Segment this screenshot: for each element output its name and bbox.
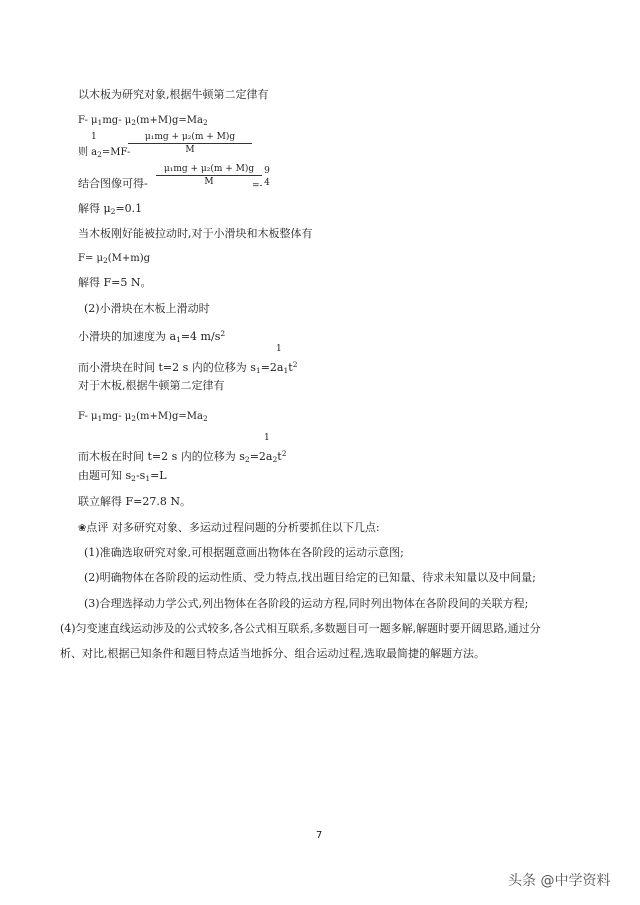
text-line: 由题可知 $s_2-s_1=L$ <box>78 469 167 483</box>
comment-heading: ❀点评 对多研究对象、多运动过程问题的分析要抓住以下几点: <box>78 521 380 534</box>
text-line: (1)准确选取研究对象,可根据题意画出物体在各阶段的运动示意图; <box>84 546 404 559</box>
text-line: 解得 $\mu_2=0.1$ <box>78 202 143 216</box>
text-line: 而木板在时间 t=2 s 内的位移为 $s_2=2a_2t^2$ <box>78 449 287 464</box>
text-line: 联立解得 F=27.8 N。 <box>78 495 191 508</box>
text-line: 小滑块的加速度为 $a_1=4$ $m/s^2$ <box>78 329 226 344</box>
text-line: (2)明确物体在各阶段的运动性质、受力特点,找出题目给定的已知量、待求未知量以及中间量; <box>84 571 536 584</box>
fraction-one: 1 <box>91 132 97 142</box>
fraction-one: 1 <box>264 433 270 443</box>
page-number: 7 <box>316 830 323 841</box>
text-line: 解得 F=5 N。 <box>78 276 152 289</box>
text-line: (4)匀变速直线运动涉及的公式较多,各公式相互联系,多数题目可一题多解,解题时要开阔思路,通过分 <box>60 622 541 635</box>
fraction-one: 1 <box>276 344 282 354</box>
text-line: 析、对比,根据已知条件和题目特点适当地拆分、组合运动过程,选取最简捷的解题方法。 <box>60 647 485 660</box>
text-line: 当木板刚好能被拉动时,对于小滑块和木板整体有 <box>78 227 313 240</box>
fraction: μ₁mg + μ₂(m + M)g M <box>128 131 252 156</box>
equation-line: F- $\mu_1mg-$ $\mu_2(m+M)g=Ma_2$ <box>78 411 208 423</box>
text-line: 对于木板,根据牛顿第二定律有 <box>78 379 225 392</box>
equation-line: 结合图像可得- <box>78 177 148 190</box>
equation-line: $F= \mu_2(M+m)g$ <box>78 253 151 265</box>
equation-line: 则 $a_2=MF-$ <box>78 147 131 159</box>
watermark: 头条 @中学资料 <box>508 873 611 889</box>
text-line: 以木板为研究对象,根据牛顿第二定律有 <box>78 88 269 101</box>
text-line: (3)合理选择动力学公式,列出物体在各阶段的运动方程,同时列出物体在各阶段间的关联方程; <box>84 597 529 610</box>
fraction: 9 4 <box>264 166 270 188</box>
text-line: 而小滑块在时间 t=2 s 内的位移为 $s_1=2a_1t^2$ <box>78 360 298 375</box>
text-line: (2)小滑块在木板上滑动时 <box>84 302 210 315</box>
fraction: μ₁mg + μ₂(m + M)g M <box>156 163 262 188</box>
equals-sign: =- <box>252 181 263 191</box>
equation-line: F- $\mu_1mg-$ $\mu_2(m+M)g=Ma_2$ <box>78 115 208 127</box>
flower-icon: ❀ <box>78 523 87 534</box>
